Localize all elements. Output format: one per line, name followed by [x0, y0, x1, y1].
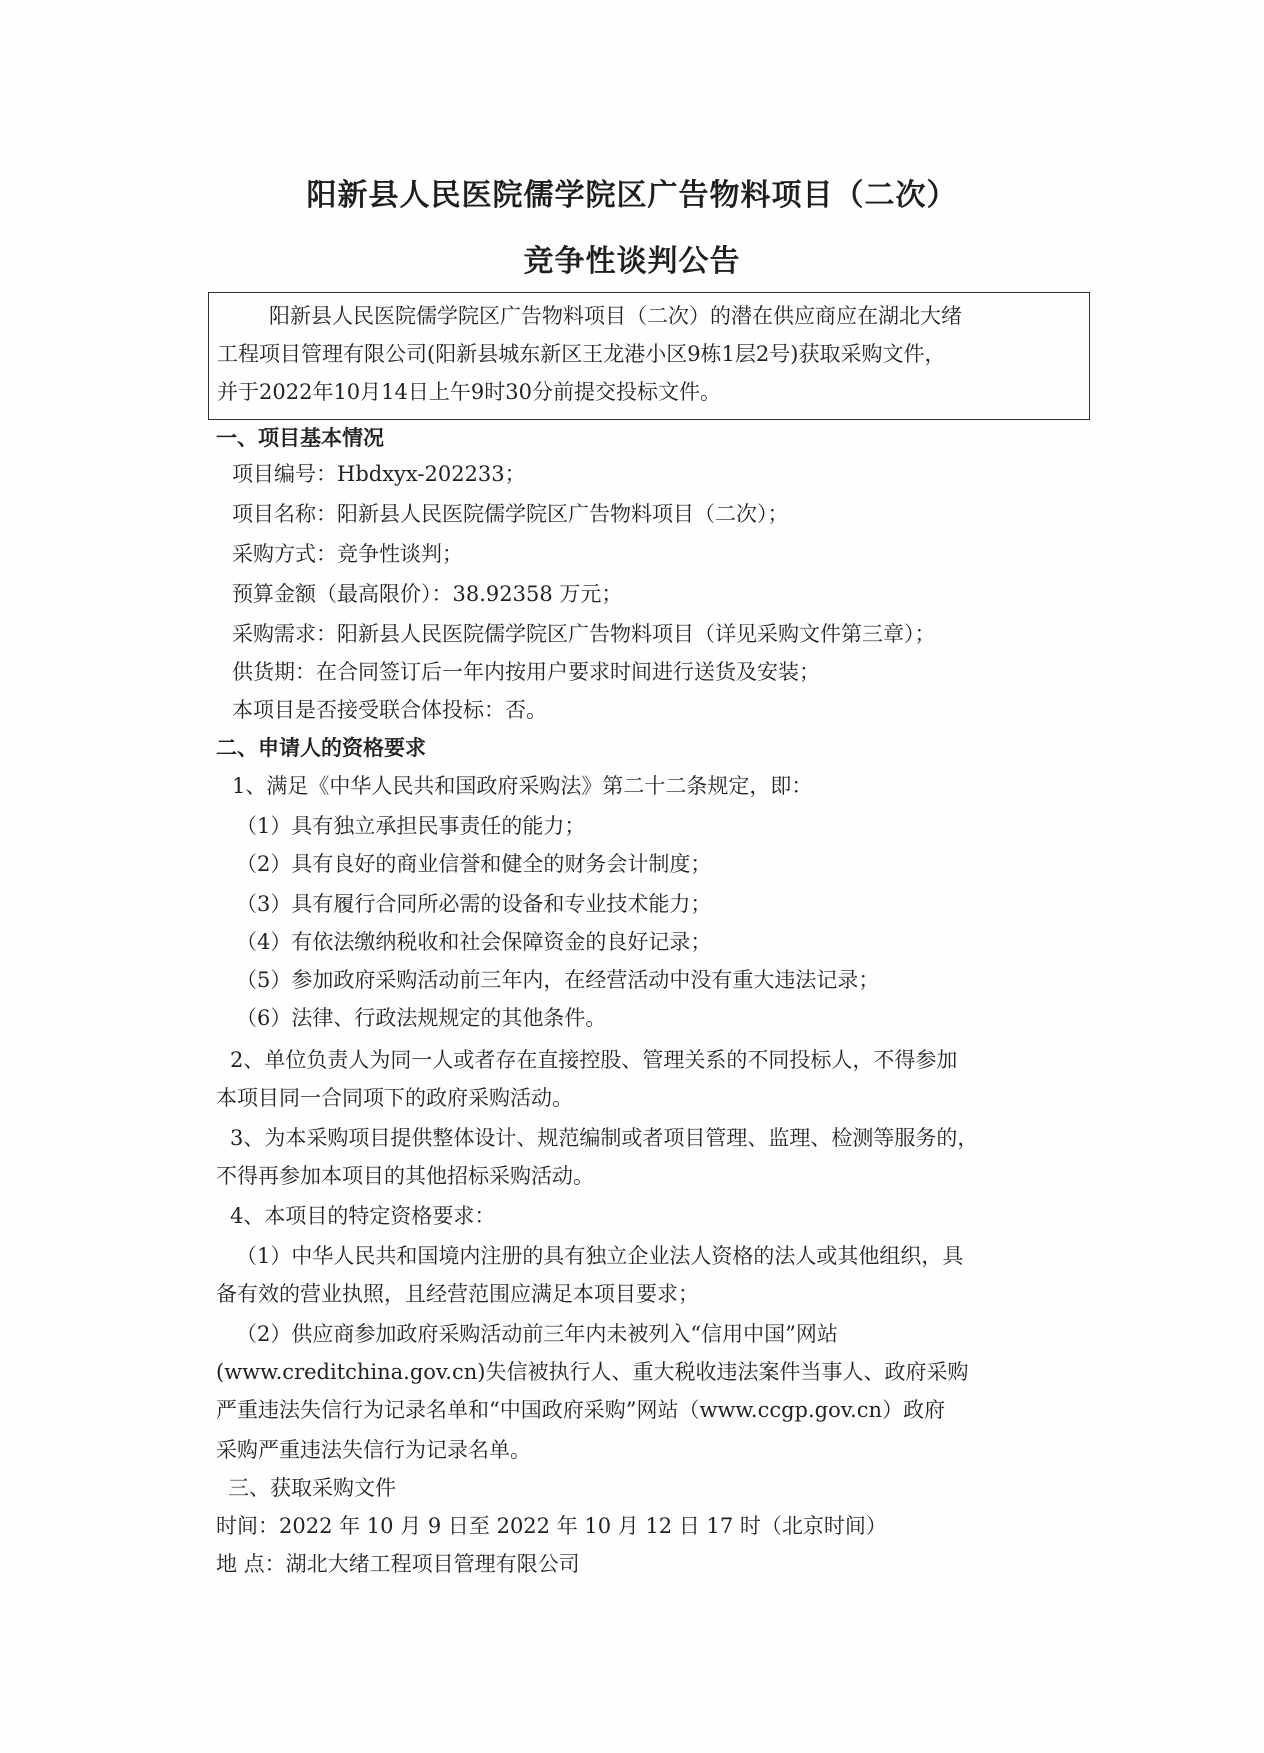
section1-item: 采购方式：竞争性谈判；: [232, 542, 463, 566]
section2-line: （3）具有履行合同所必需的设备和专业技术能力；: [236, 892, 712, 916]
notice-line: 工程项目管理有限公司(阳新县城东新区王龙港小区9栋1层2号)获取采购文件，: [217, 342, 946, 366]
section2-line: 4、本项目的特定资格要求：: [230, 1204, 496, 1228]
section2-line: （2）具有良好的商业信誉和健全的财务会计制度；: [236, 852, 712, 876]
section1-item: 项目编号：Hbdxyx-202233；: [232, 462, 526, 486]
section2-line: 不得再参加本项目的其他招标采购活动。: [216, 1164, 594, 1188]
notice-line: 阳新县人民医院儒学院区广告物料项目（二次）的潜在供应商应在湖北大绪: [269, 304, 962, 328]
section1-item: 项目名称：阳新县人民医院儒学院区广告物料项目（二次）；: [232, 502, 789, 526]
section2-line: 备有效的营业执照，且经营范围应满足本项目要求；: [216, 1282, 699, 1306]
section1-item: 本项目是否接受联合体投标：否。: [232, 698, 547, 722]
notice-line: 并于2022年10月14日上午9时30分前提交投标文件。: [217, 380, 721, 404]
notice-box: [208, 292, 1090, 420]
section2-line: （1）具有独立承担民事责任的能力；: [236, 814, 586, 838]
section3-time: 时间：2022 年 10 月 9 日至 2022 年 10 月 12 日 17 时（北京时间）: [216, 1514, 887, 1538]
section3-place: 地 点：湖北大绪工程项目管理有限公司: [216, 1552, 580, 1576]
section2-heading: 二、申请人的资格要求: [216, 736, 426, 760]
section3-heading: 三、获取采购文件: [228, 1476, 396, 1500]
section2-line: 严重违法失信行为记录名单和“中国政府采购”网站（www.ccgp.gov.cn）政府: [216, 1398, 946, 1422]
section2-line: 1、满足《中华人民共和国政府采购法》第二十二条规定，即：: [232, 774, 813, 798]
section2-line: 2、单位负责人为同一人或者存在直接控股、管理关系的不同投标人，不得参加: [230, 1048, 958, 1072]
section2-line: （2）供应商参加政府采购活动前三年内未被列入“信用中国”网站: [236, 1322, 838, 1346]
section2-line: （4）有依法缴纳税收和社会保障资金的良好记录；: [236, 930, 712, 954]
section2-line: （6）法律、行政法规规定的其他条件。: [236, 1006, 607, 1030]
section2-line: 采购严重违法失信行为记录名单。: [216, 1438, 531, 1462]
page-subtitle: 竞争性谈判公告: [523, 244, 741, 279]
section1-heading: 一、项目基本情况: [216, 426, 384, 450]
section1-item: 供货期：在合同签订后一年内按用户要求时间进行送货及安装；: [232, 660, 820, 684]
section2-line: (www.creditchina.gov.cn)失信被执行人、重大税收违法案件当事人、政府采购: [216, 1360, 969, 1384]
section2-line: （1）中华人民共和国境内注册的具有独立企业法人资格的法人或其他组织，具: [236, 1244, 964, 1268]
section2-line: 本项目同一合同项下的政府采购活动。: [216, 1086, 573, 1110]
section1-item: 采购需求：阳新县人民医院儒学院区广告物料项目（详见采购文件第三章）；: [232, 622, 936, 646]
section2-line: （5）参加政府采购活动前三年内，在经营活动中没有重大违法记录；: [236, 968, 880, 992]
page-title: 阳新县人民医院儒学院区广告物料项目（二次）: [306, 178, 958, 213]
section2-line: 3、为本采购项目提供整体设计、规范编制或者项目管理、监理、检测等服务的，: [230, 1126, 979, 1150]
section1-item: 预算金额（最高限价）：38.92358 万元；: [232, 582, 623, 606]
